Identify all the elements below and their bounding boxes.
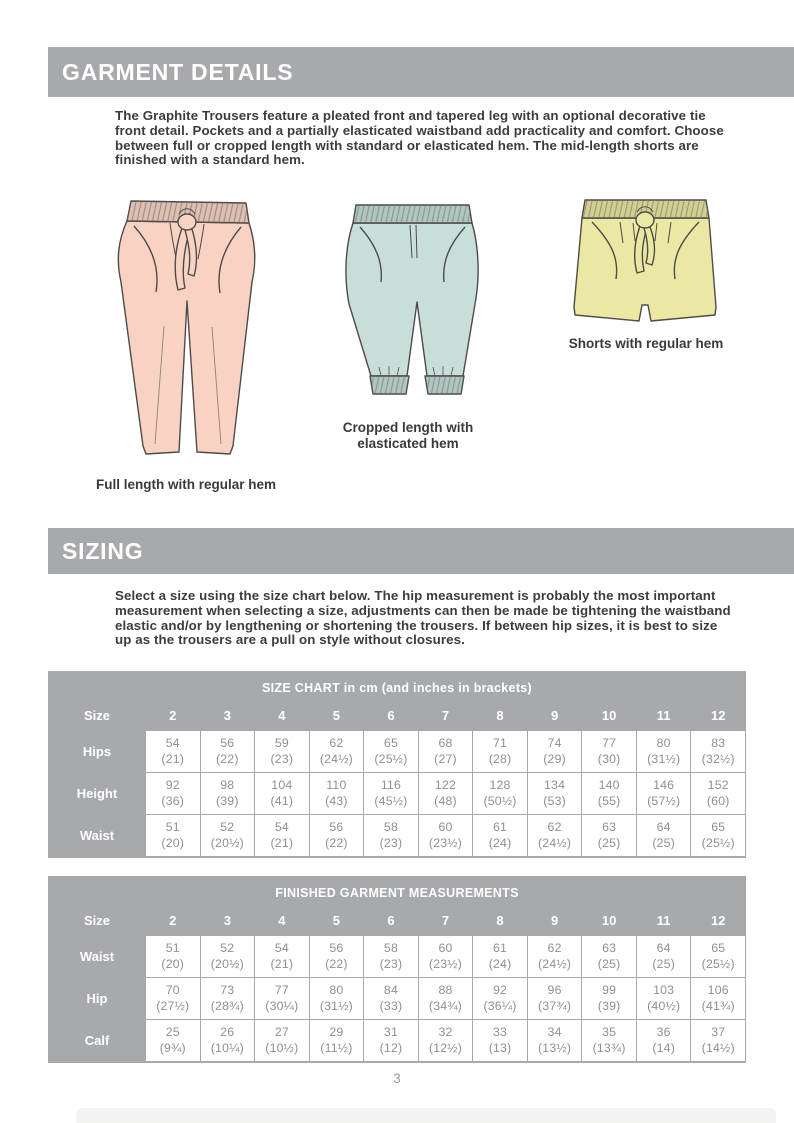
measurement-cell	[146, 978, 200, 1019]
inches-value: (10¼)	[210, 1040, 244, 1055]
cm-value: 92	[493, 983, 508, 997]
measurement-cell	[528, 978, 582, 1019]
finished-garment-table	[48, 876, 746, 1063]
measurement-cell	[637, 815, 691, 856]
inches-value: (31½)	[319, 998, 353, 1013]
cm-value: 56	[329, 941, 344, 955]
inches-value: (57½)	[647, 793, 681, 808]
inches-value: (22)	[325, 956, 348, 971]
inches-value: (24½)	[538, 956, 572, 971]
inches-value: (23½)	[428, 956, 463, 971]
measurement-cell	[255, 936, 309, 977]
measurement-cell	[637, 731, 691, 772]
row-label: Calf	[49, 1020, 145, 1061]
cm-value: 92	[165, 778, 180, 792]
size-header: 2	[146, 908, 200, 935]
cm-value: 110	[326, 778, 347, 792]
measurement-cell	[255, 773, 309, 814]
cm-value: 80	[656, 736, 671, 750]
cm-value: 51	[165, 941, 180, 955]
cm-value: 88	[438, 983, 453, 997]
measurement-cell	[473, 1020, 527, 1061]
measurement-cell	[364, 773, 418, 814]
inches-value: (21)	[270, 956, 294, 971]
measurement-cell	[364, 978, 418, 1019]
size-header: 8	[473, 703, 527, 730]
inches-value: (25½)	[701, 956, 735, 971]
next-page-edge	[76, 1108, 776, 1123]
inches-value: (39)	[597, 998, 621, 1013]
measurement-cell	[310, 773, 364, 814]
shorts-illustration	[556, 195, 734, 333]
measurement-cell	[255, 815, 309, 856]
size-header: 10	[582, 703, 636, 730]
row-label: Waist	[49, 936, 145, 977]
row-label: Waist	[49, 815, 145, 856]
inches-value: (12½)	[428, 1040, 463, 1055]
size-header: 10	[582, 908, 636, 935]
cm-value: 65	[383, 736, 398, 750]
inches-value: (11½)	[320, 1040, 353, 1055]
inches-value: (53)	[543, 793, 566, 808]
cm-value: 29	[329, 1025, 344, 1039]
measurement-cell	[691, 815, 745, 856]
cm-value: 96	[547, 983, 562, 997]
cm-value: 26	[220, 1025, 235, 1039]
inches-value: (20)	[161, 956, 185, 971]
inches-value: (23)	[270, 751, 294, 766]
measurement-cell	[691, 731, 745, 772]
inches-value: (20½)	[210, 956, 244, 971]
inches-value: (9¾)	[159, 1040, 186, 1055]
measurement-cell	[146, 731, 200, 772]
cm-value: 35	[602, 1025, 617, 1039]
cm-value: 73	[220, 983, 235, 997]
measurement-cell	[146, 1020, 200, 1061]
cm-value: 59	[274, 736, 289, 750]
measurement-cell	[419, 936, 473, 977]
row-label: Height	[49, 773, 145, 814]
size-header: 11	[637, 908, 691, 935]
measurement-cell	[201, 936, 255, 977]
size-header: 2	[146, 703, 200, 730]
inches-value: (10½)	[265, 1040, 299, 1055]
inches-value: (20)	[161, 835, 185, 850]
inches-value: (36¼)	[483, 998, 517, 1013]
cm-value: 62	[547, 820, 562, 834]
measurement-cell	[582, 815, 636, 856]
inches-value: (24½)	[538, 835, 572, 850]
cm-value: 25	[165, 1025, 180, 1039]
size-header: 9	[528, 703, 582, 730]
inches-value: (33)	[379, 998, 403, 1013]
measurement-cell	[637, 773, 691, 814]
sizing-title: SIZING	[62, 537, 144, 564]
cm-value: 27	[274, 1025, 289, 1039]
size-chart-table	[48, 671, 746, 858]
inches-value: (37¾)	[538, 998, 572, 1013]
sizing-description: Select a size using the size chart below. The hip measurement is probably the most important measurement when selecting a size, adjustments can then be made be tightening the waistband elastic and/or by lengthening or shortening the trousers. If between hip sizes, it is best to size up as the trousers are a pull on style without closures.	[115, 588, 731, 648]
inches-value: (34¾)	[428, 998, 463, 1013]
inches-value: (29)	[543, 751, 566, 766]
cm-value: 31	[383, 1025, 398, 1039]
cm-value: 32	[438, 1025, 453, 1039]
size-header: 12	[691, 703, 745, 730]
cm-value: 54	[274, 820, 289, 834]
measurement-cell	[310, 1020, 364, 1061]
measurement-cell	[691, 773, 745, 814]
cm-value: 64	[656, 820, 671, 834]
measurement-cell	[473, 936, 527, 977]
cm-value: 84	[383, 983, 398, 997]
size-column-header: Size	[49, 703, 145, 730]
inches-value: (22)	[325, 835, 348, 850]
inches-value: (22)	[215, 751, 239, 766]
cropped-length-caption: Cropped length with elasticated hem	[342, 420, 474, 451]
measurement-cell	[528, 815, 582, 856]
inches-value: (30)	[597, 751, 621, 766]
cm-value: 152	[707, 778, 729, 792]
measurement-cell	[637, 936, 691, 977]
table-title: SIZE CHART in cm (and inches in brackets)	[49, 672, 745, 702]
cm-value: 60	[438, 941, 453, 955]
cm-value: 65	[711, 941, 726, 955]
measurement-cell	[473, 978, 527, 1019]
garment-details-description: The Graphite Trousers feature a pleated front and tapered leg with an optional decorative tie front detail. Pockets and a partially elasticated waistband add practicality and comfort. Choose between full or cropped length with standard or elasticated hem. The mid-length shorts are finished with a standard hem.	[115, 108, 724, 168]
measurement-cell	[201, 731, 255, 772]
inches-value: (13½)	[538, 1040, 572, 1055]
inches-value: (39)	[215, 793, 239, 808]
cm-value: 74	[547, 736, 562, 750]
inches-value: (25½)	[701, 835, 735, 850]
cm-value: 54	[274, 941, 289, 955]
cm-value: 61	[493, 941, 508, 955]
cropped-trousers-drawing	[346, 205, 478, 394]
garment-details-title: GARMENT DETAILS	[62, 58, 294, 85]
measurement-cell	[255, 978, 309, 1019]
cm-value: 52	[220, 941, 235, 955]
inches-value: (50½)	[483, 793, 517, 808]
cm-value: 122	[434, 778, 457, 792]
measurement-cell	[419, 978, 473, 1019]
measurement-cell	[691, 936, 745, 977]
measurement-cell	[582, 773, 636, 814]
size-header: 11	[637, 703, 691, 730]
measurement-cell	[691, 978, 745, 1019]
cm-value: 64	[656, 941, 671, 955]
cm-value: 116	[380, 778, 402, 792]
inches-value: (25½)	[374, 751, 408, 766]
inches-value: (36)	[161, 793, 185, 808]
measurement-cell	[528, 773, 582, 814]
inches-value: (31½)	[647, 751, 681, 766]
measurement-cell	[255, 1020, 309, 1061]
measurement-cell	[146, 773, 200, 814]
cm-value: 146	[653, 778, 675, 792]
cm-value: 56	[220, 736, 235, 750]
size-header: 4	[255, 703, 309, 730]
measurement-cell	[201, 773, 255, 814]
inches-value: (55)	[597, 793, 621, 808]
cm-value: 134	[544, 778, 566, 792]
cm-value: 36	[656, 1025, 671, 1039]
inches-value: (25)	[652, 835, 676, 850]
measurement-cell	[691, 1020, 745, 1061]
size-header: 5	[310, 703, 364, 730]
inches-value: (27)	[434, 751, 457, 766]
cm-value: 68	[438, 736, 453, 750]
inches-value: (20½)	[210, 835, 244, 850]
size-column-header: Size	[49, 908, 145, 935]
cm-value: 61	[493, 820, 508, 834]
cm-value: 71	[493, 736, 508, 750]
measurement-cell	[528, 936, 582, 977]
cm-value: 60	[438, 820, 453, 834]
cm-value: 103	[653, 983, 675, 997]
measurement-cell	[310, 731, 364, 772]
inches-value: (23)	[379, 835, 403, 850]
size-header: 8	[473, 908, 527, 935]
cm-value: 65	[711, 820, 726, 834]
full-trousers-drawing	[118, 201, 255, 454]
full-length-caption: Full length with regular hem	[96, 477, 277, 492]
inches-value: (13)	[488, 1040, 512, 1055]
inches-value: (45½)	[374, 793, 408, 808]
shorts-caption: Shorts with regular hem	[568, 336, 724, 351]
inches-value: (40½)	[647, 998, 681, 1013]
measurement-cell	[528, 731, 582, 772]
inches-value: (25)	[652, 956, 676, 971]
cropped-trousers-illustration	[333, 200, 491, 412]
inches-value: (48)	[434, 793, 457, 808]
inches-value: (28¾)	[210, 998, 244, 1013]
measurement-cell	[473, 815, 527, 856]
measurement-cell	[146, 936, 200, 977]
cm-value: 77	[602, 736, 617, 750]
measurement-cell	[473, 773, 527, 814]
measurement-cell	[582, 978, 636, 1019]
inches-value: (25)	[597, 835, 621, 850]
inches-value: (21)	[270, 835, 294, 850]
measurement-cell	[364, 731, 418, 772]
measurement-cell	[146, 815, 200, 856]
measurement-cell	[364, 815, 418, 856]
measurement-cell	[419, 773, 473, 814]
size-header: 9	[528, 908, 582, 935]
measurement-cell	[310, 978, 364, 1019]
cm-value: 83	[711, 736, 726, 750]
measurement-cell	[637, 978, 691, 1019]
inches-value: (23½)	[428, 835, 463, 850]
page-number: 3	[393, 1071, 401, 1086]
inches-value: (24)	[488, 956, 512, 971]
inches-value: (13¾)	[592, 1040, 626, 1055]
measurement-cell	[419, 815, 473, 856]
sizing-header-bar	[48, 528, 794, 574]
inches-value: (21)	[161, 751, 185, 766]
row-label: Hip	[49, 978, 145, 1019]
inches-value: (23)	[379, 956, 403, 971]
cm-value: 54	[165, 736, 180, 750]
inches-value: (43)	[325, 793, 348, 808]
measurement-cell	[364, 936, 418, 977]
measurement-cell	[637, 1020, 691, 1061]
inches-value: (24)	[488, 835, 512, 850]
measurement-cell	[201, 815, 255, 856]
measurement-cell	[473, 731, 527, 772]
size-header: 5	[310, 908, 364, 935]
cm-value: 33	[493, 1025, 508, 1039]
inches-value: (27½)	[156, 998, 190, 1013]
inches-value: (41¾)	[701, 998, 735, 1013]
cm-value: 70	[165, 983, 180, 997]
size-header: 7	[419, 703, 473, 730]
measurement-cell	[310, 815, 364, 856]
measurement-cell	[419, 731, 473, 772]
inches-value: (60)	[706, 793, 730, 808]
size-header: 7	[419, 908, 473, 935]
cm-value: 98	[220, 778, 235, 792]
inches-value: (28)	[488, 751, 512, 766]
cm-value: 58	[383, 820, 398, 834]
measurement-cell	[582, 731, 636, 772]
cm-value: 104	[271, 778, 293, 792]
cm-value: 140	[598, 778, 620, 792]
cm-value: 56	[329, 820, 344, 834]
inches-value: (32½)	[701, 751, 735, 766]
cm-value: 80	[329, 983, 344, 997]
size-header: 6	[364, 703, 418, 730]
cm-value: 63	[602, 820, 617, 834]
size-header: 12	[691, 908, 745, 935]
cm-value: 62	[329, 736, 344, 750]
full-length-trousers-illustration	[100, 196, 272, 468]
garment-details-header-bar	[48, 47, 794, 97]
inches-value: (41)	[270, 793, 294, 808]
size-header: 6	[364, 908, 418, 935]
cm-value: 62	[547, 941, 562, 955]
cm-value: 128	[489, 778, 511, 792]
cm-value: 37	[711, 1025, 726, 1039]
measurement-cell	[419, 1020, 473, 1061]
inches-value: (14)	[652, 1040, 676, 1055]
inches-value: (30¼)	[265, 998, 299, 1013]
measurement-cell	[310, 936, 364, 977]
inches-value: (24½)	[319, 751, 353, 766]
inches-value: (12)	[379, 1040, 403, 1055]
measurement-cell	[582, 1020, 636, 1061]
cm-value: 63	[602, 941, 617, 955]
size-header: 4	[255, 908, 309, 935]
cm-value: 106	[707, 983, 729, 997]
cm-value: 99	[602, 983, 617, 997]
shorts-drawing	[574, 200, 716, 321]
size-header: 3	[201, 703, 255, 730]
cm-value: 52	[220, 820, 235, 834]
cm-value: 51	[165, 820, 180, 834]
row-label: Hips	[49, 731, 145, 772]
size-header: 3	[201, 908, 255, 935]
cm-value: 34	[547, 1025, 562, 1039]
measurement-cell	[201, 1020, 255, 1061]
inches-value: (14½)	[701, 1040, 735, 1055]
measurement-cell	[255, 731, 309, 772]
measurement-cell	[201, 978, 255, 1019]
table-title: FINISHED GARMENT MEASUREMENTS	[49, 877, 745, 907]
measurement-cell	[528, 1020, 582, 1061]
measurement-cell	[582, 936, 636, 977]
cm-value: 58	[383, 941, 398, 955]
inches-value: (25)	[597, 956, 621, 971]
measurement-cell	[364, 1020, 418, 1061]
cm-value: 77	[274, 983, 289, 997]
